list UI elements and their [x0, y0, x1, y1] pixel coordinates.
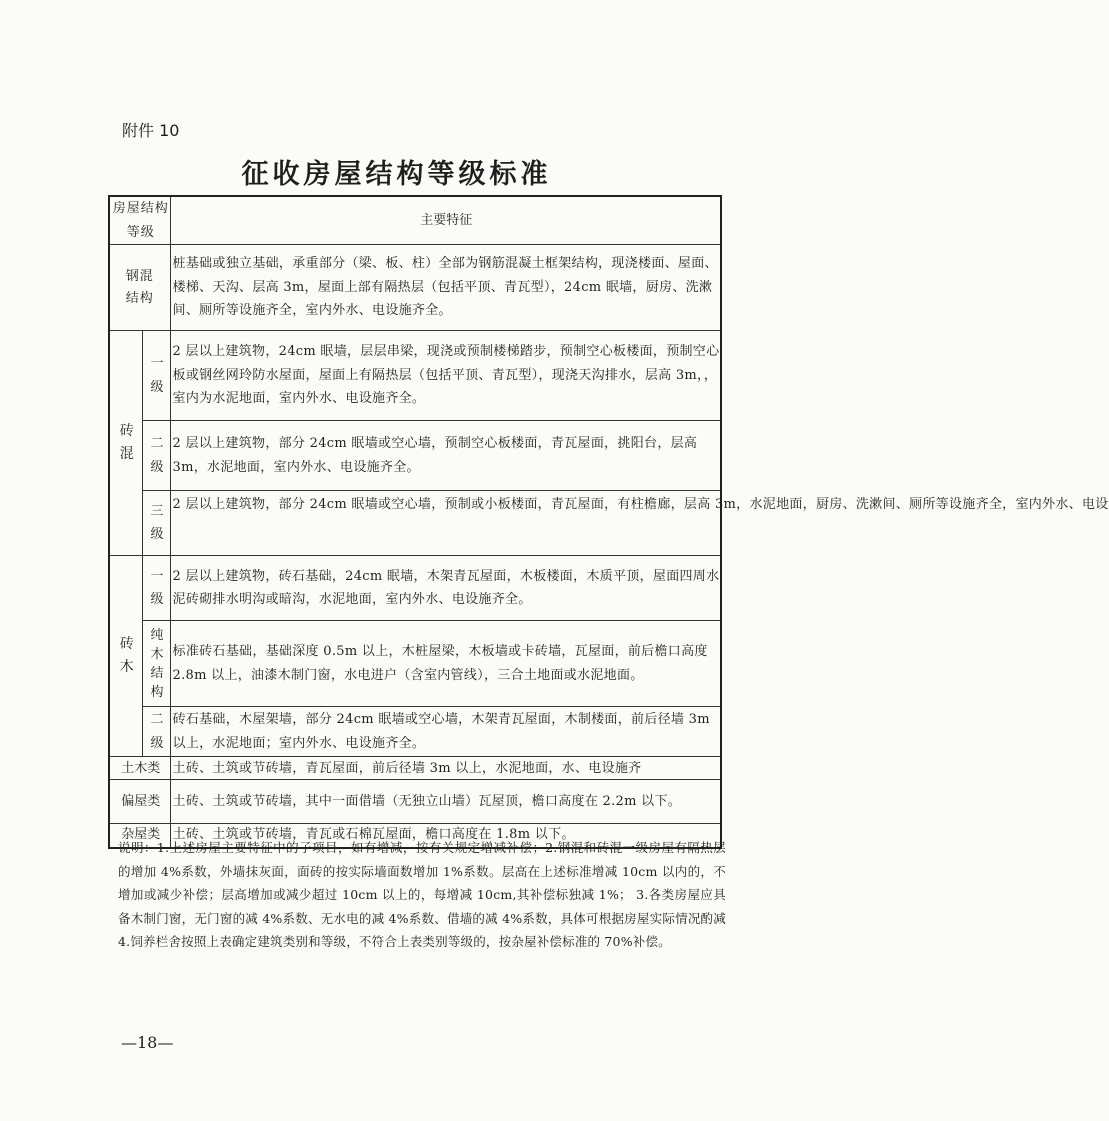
- table-row: [109, 331, 721, 421]
- page-title: 征收房屋结构等级标准: [241, 159, 552, 190]
- header-features-cell: 主要特征: [170, 196, 721, 245]
- page-number: —18—: [121, 1033, 174, 1052]
- features-brick-concrete-2: 2 层以上建筑物，部分 24cm 眠墙或空心墙，预制空心板楼面，青瓦屋面，挑阳台，层高 3m，水泥地面，室内外水、电设施齐全。: [170, 421, 721, 491]
- table-row: [109, 707, 721, 757]
- table-row: [109, 780, 721, 824]
- table-header-row: [109, 196, 721, 245]
- table-row: [109, 421, 721, 491]
- features-brick-wood-2: 砖石基础，木屋架墙，部分 24cm 眠墙或空心墙，木架青瓦屋面，木制楼面，前后径墙 3m 以上，水泥地面；室内外水、电设施齐全。: [170, 707, 721, 757]
- features-earth-wood: 土砖、土筑或节砖墙，青瓦屋面，前后径墙 3m 以上，水泥地面，水、电设施齐: [170, 757, 721, 780]
- attachment-label: 附件 10: [122, 121, 180, 140]
- level-brick-wood-1: 一 级: [142, 556, 170, 621]
- features-brick-wood-1: 2 层以上建筑物，砖石基础，24cm 眠墙，木架青瓦屋面，木板楼面，木质平顶，屋面四周水泥砖砌排水明沟或暗沟，水泥地面，室内外水、电设施齐全。: [170, 556, 721, 621]
- category-misc: 杂屋类: [109, 824, 170, 848]
- level-brick-concrete-1: 一 级: [142, 331, 170, 421]
- notes-paragraph: 说明：1.上述房屋主要特征中的子项目，如有增减，按有关规定增减补偿；2.钢混和砖混一级房屋有隔热层的增加 4%系数，外墙抹灰面，面砖的按实际墙面数增加 1%系数。层高在上述标准增减 10cm 以内的，不增加或减少补偿；层高增加或减少超过 10cm 以上的，每增减 10cm,其补偿标独减 1%； 3.各类房屋应具备木制门窗，无门窗的减 4%系数、无水电的减 4%系数、借墙的减 4%系数，具体可根据房屋实际情况酌减 4.饲养栏舍按照上表确定建筑类别和等级，不符合上表类别等级的，按杂屋补偿标准的 70%补偿。: [118, 840, 726, 950]
- table-row: [109, 245, 721, 331]
- level-brick-concrete-3: 三 级: [142, 491, 170, 556]
- features-lean-to: 土砖、土筑或节砖墙，其中一面借墙（无独立山墙）瓦屋顶，檐口高度在 2.2m 以下。: [170, 780, 721, 824]
- header-category-cell: 房屋结构等级: [109, 196, 170, 245]
- level-brick-wood-2: 二 级: [142, 707, 170, 757]
- category-lean-to: 偏屋类: [109, 780, 170, 824]
- features-brick-wood-pure: 标准砖石基础，基础深度 0.5m 以上，木桩屋梁，木板墙或卡砖墙，瓦屋面，前后檐口高度 2.8m 以上，油漆木制门窗，水电进户（含室内管线），三合土地面或水泥地面。: [170, 621, 721, 707]
- group-brick-wood: 砖 木: [109, 556, 142, 757]
- group-brick-concrete: 砖 混: [109, 331, 142, 556]
- features-misc: 土砖、土筑或节砖墙，青瓦或石棉瓦屋面，檐口高度在 1.8m 以下。: [170, 824, 721, 848]
- table-row: [109, 491, 721, 556]
- structure-grade-table: [108, 195, 1109, 849]
- level-brick-wood-pure: 纯 木 结 构: [142, 621, 170, 707]
- table-row: [109, 556, 721, 621]
- features-brick-concrete-1: 2 层以上建筑物，24cm 眠墙，层层串梁，现浇或预制楼梯踏步，预制空心板楼面，预制空心板或钢丝网玲防水屋面，屋面上有隔热层（包括平顶、青瓦型），现浇天沟排水，层高 3m，，室内为水泥地面，室内外水、电设施齐全。: [170, 331, 721, 421]
- table-row: [109, 621, 721, 707]
- level-brick-concrete-2: 二 级: [142, 421, 170, 491]
- features-steel-concrete: 桩基础或独立基础，承重部分（梁、板、柱）全部为钢筋混凝土框架结构，现浇楼面、屋面、楼梯、天沟、层高 3m，屋面上部有隔热层（包括平顶、青瓦型），24cm 眠墙，厨房、洗漱间、厕所等设施齐全，室内外水、电设施齐全。: [170, 245, 721, 331]
- category-earth-wood: 土木类: [109, 757, 170, 780]
- features-brick-concrete-3: 2 层以上建筑物，部分 24cm 眠墙或空心墙，预制或小板楼面，青瓦屋面，有柱檐廊，层高 3m，水泥地面，厨房、洗漱间、厕所等设施齐全，室内外水、电设: [170, 491, 721, 556]
- table-row: [109, 757, 721, 780]
- category-steel-concrete: 钢混结构: [109, 245, 170, 331]
